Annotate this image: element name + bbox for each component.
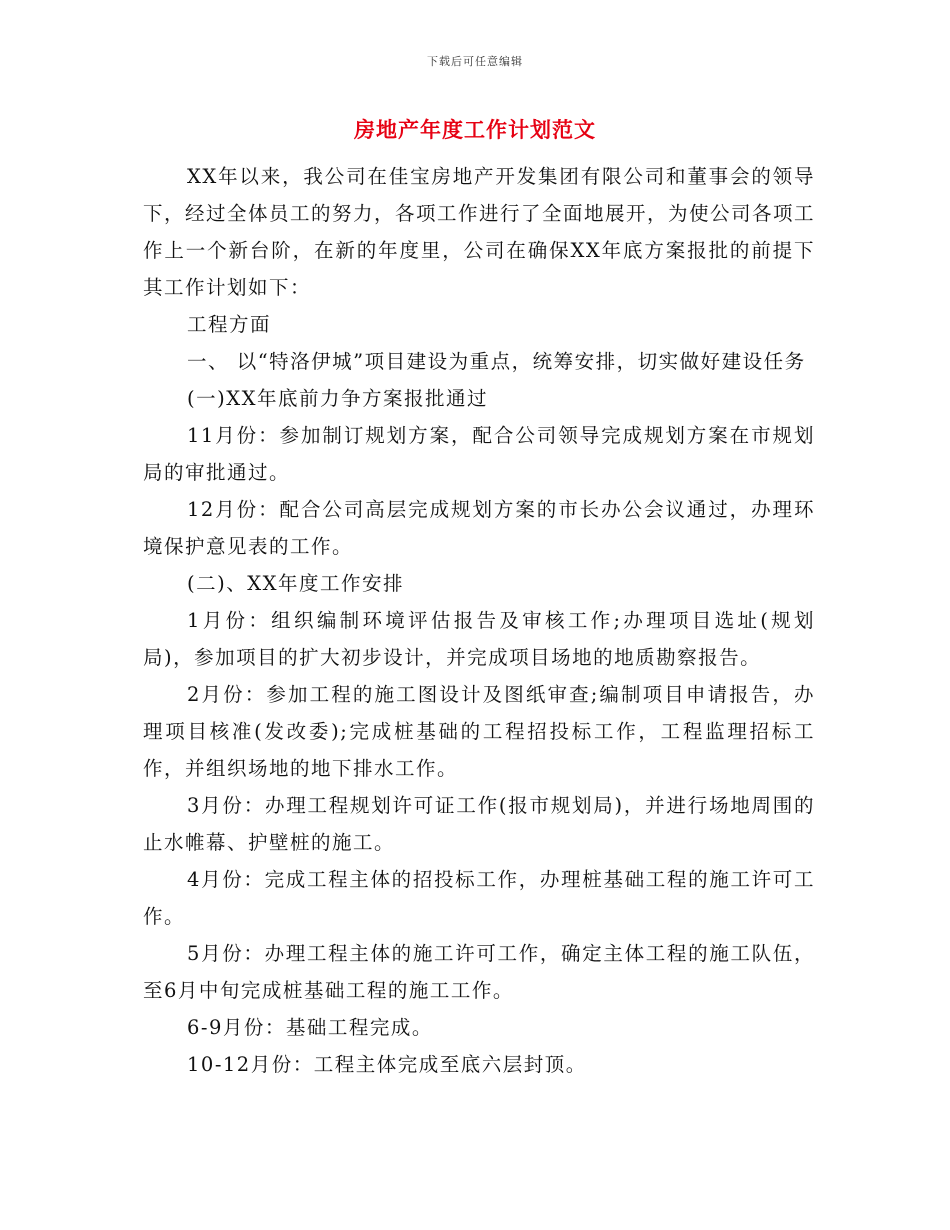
february-paragraph: 2月份：参加工程的施工图设计及图纸审查;编制项目申请报告，办理项目核准(发改委);完成桩基础的工程招投标工作，工程监理招标工作，并组织场地的地下排水工作。	[143, 683, 815, 780]
item-one-heading: 一、 以“特洛伊城”项目建设为重点，统筹安排，切实做好建设任务	[187, 350, 806, 373]
document-title: 房地产年度工作计划范文	[354, 117, 596, 142]
section-heading-engineering: 工程方面	[187, 313, 272, 336]
march-paragraph: 3月份：办理工程规划许可证工作(报市规划局)，并进行场地周围的止水帷幕、护壁桩的施工。	[143, 794, 815, 854]
november-paragraph: 11月份：参加制订规划方案，配合公司领导完成规划方案在市规划局的审批通过。	[143, 424, 815, 484]
subsection-one-heading: (一)XX年底前力争方案报批通过	[187, 387, 488, 410]
page-header-note: 下载后可任意编辑	[427, 55, 523, 68]
document-body	[143, 158, 815, 1083]
may-paragraph: 5月份：办理工程主体的施工许可工作，确定主体工程的施工队伍，至6月中旬完成桩基础工程的施工工作。	[143, 942, 815, 1002]
january-paragraph: 1月份：组织编制环境评估报告及审核工作;办理项目选址(规划局)，参加项目的扩大初步设计，并完成项目场地的地质勘察报告。	[143, 609, 815, 669]
subsection-two-heading: (二)、XX年度工作安排	[187, 572, 404, 595]
june-september-paragraph: 6-9月份：基础工程完成。	[187, 1016, 433, 1039]
april-paragraph: 4月份：完成工程主体的招投标工作，办理桩基础工程的施工许可工作。	[143, 868, 815, 928]
intro-paragraph: XX年以来，我公司在佳宝房地产开发集团有限公司和董事会的领导下，经过全体员工的努力，各项工作进行了全面地展开，为使公司各项工作上一个新台阶，在新的年度里，公司在确保XX年底方案报批的前提下其工作计划如下：	[143, 165, 816, 299]
december-paragraph: 12月份：配合公司高层完成规划方案的市长办公会议通过，办理环境保护意见表的工作。	[143, 498, 815, 558]
october-december-paragraph: 10-12月份：工程主体完成至底六层封顶。	[187, 1053, 587, 1076]
